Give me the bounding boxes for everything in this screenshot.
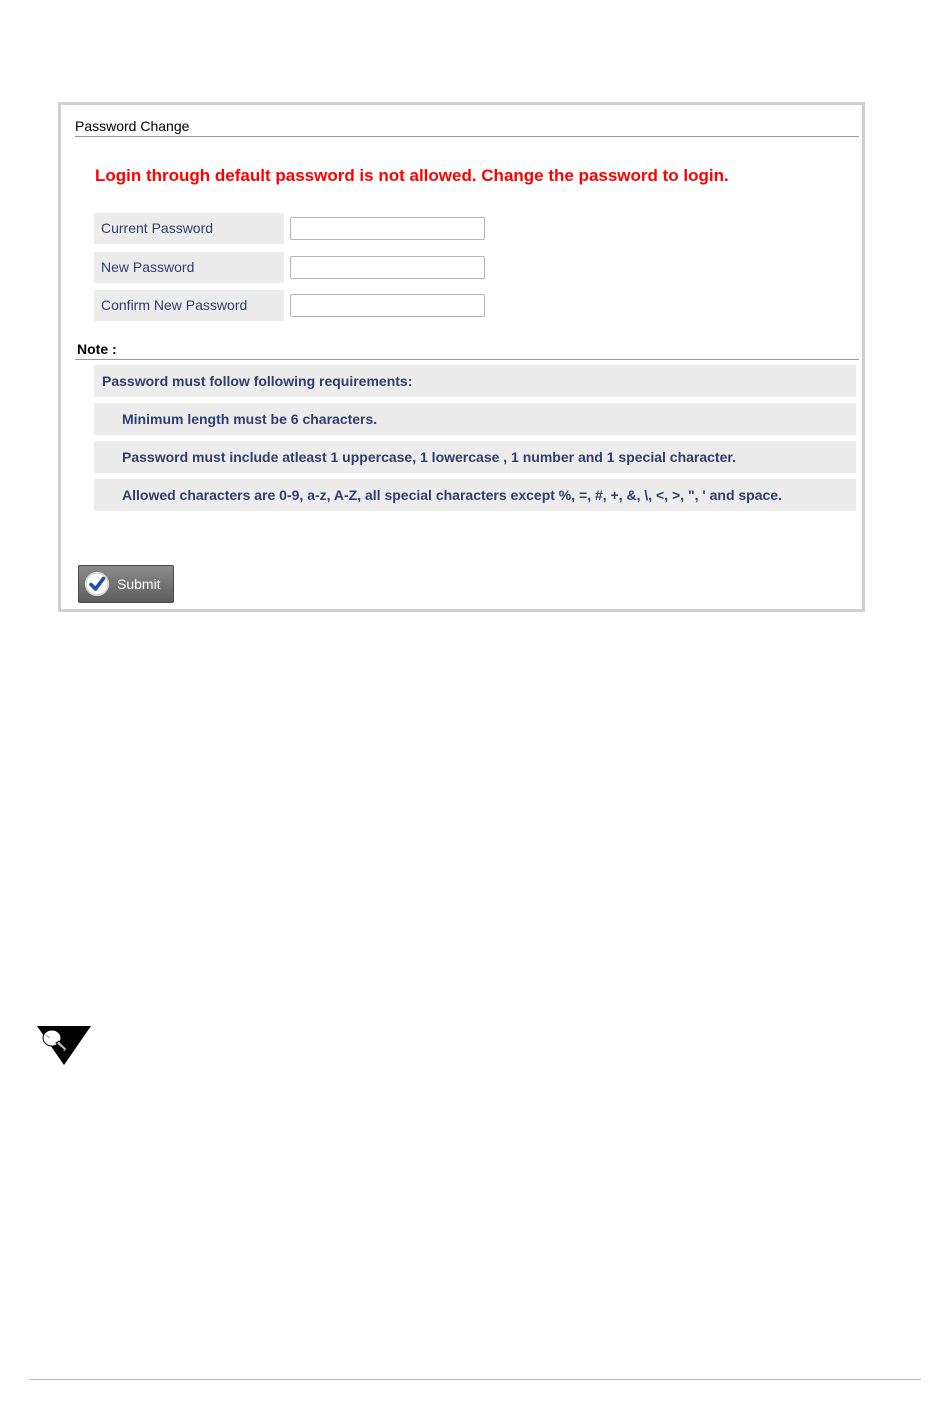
- requirements-heading: Password must follow following requirements:: [94, 365, 856, 397]
- checkmark-icon: [85, 572, 109, 596]
- error-message: Login through default password is not allowed. Change the password to login.: [95, 166, 729, 185]
- panel-title: Password Change: [75, 118, 190, 134]
- new-password-input[interactable]: [290, 256, 485, 279]
- confirm-password-input[interactable]: [290, 294, 485, 317]
- note-divider: [75, 359, 859, 360]
- requirement-item: Minimum length must be 6 characters.: [94, 403, 856, 435]
- current-password-input[interactable]: [290, 217, 485, 240]
- requirement-item: Allowed characters are 0-9, a-z, A-Z, all special characters except %, =, #, +, &, \, <, >, ", ' and space.: [94, 479, 856, 511]
- password-change-panel: [58, 102, 865, 612]
- lightbulb-icon: [36, 1025, 92, 1067]
- footer-divider: [29, 1379, 921, 1380]
- current-password-label: Current Password: [94, 213, 284, 244]
- new-password-label: New Password: [94, 252, 284, 283]
- confirm-password-label: Confirm New Password: [94, 290, 284, 321]
- title-divider: [75, 136, 859, 137]
- submit-button[interactable]: [78, 565, 174, 603]
- requirement-item: Password must include atleast 1 uppercase, 1 lowercase , 1 number and 1 special character.: [94, 441, 856, 473]
- note-title: Note :: [77, 341, 117, 357]
- submit-label: Submit: [117, 576, 161, 592]
